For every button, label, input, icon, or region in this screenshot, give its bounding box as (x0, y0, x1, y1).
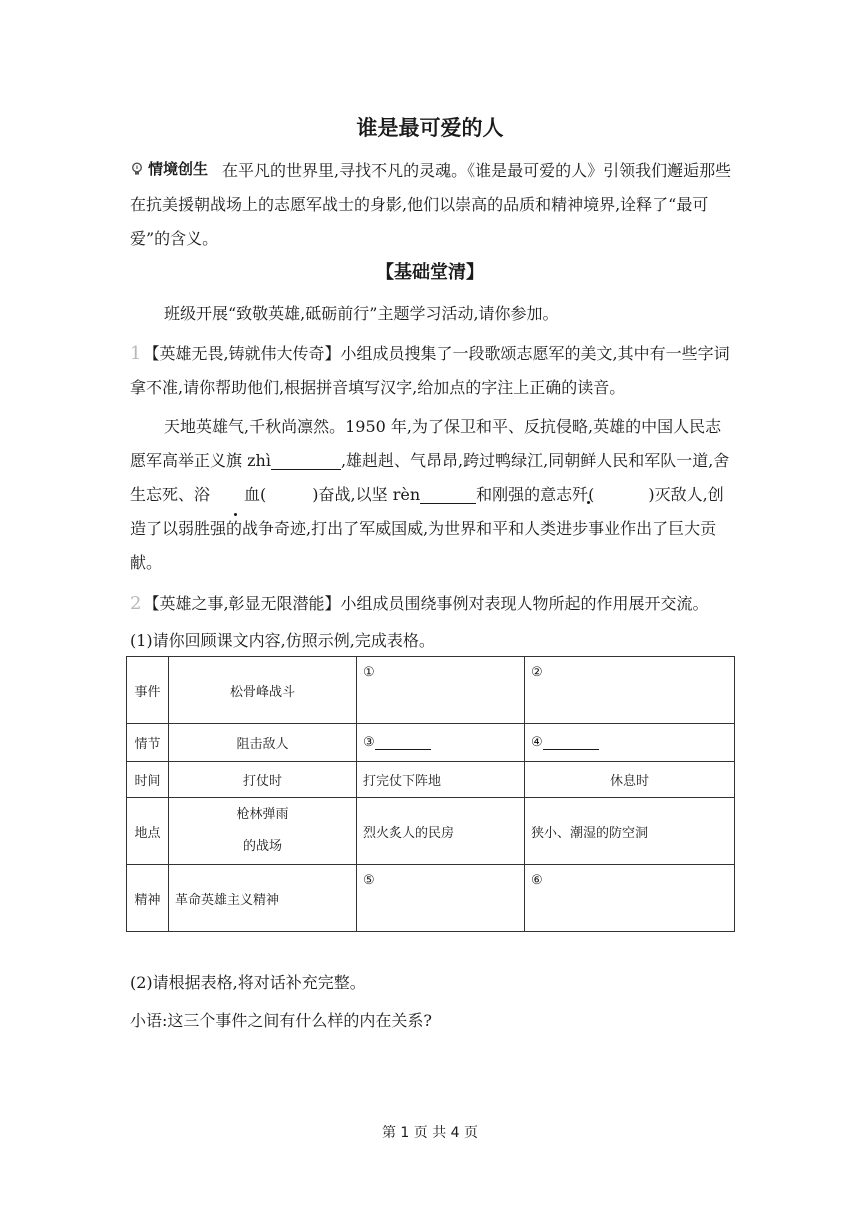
page-title: 谁是最可爱的人 (356, 116, 504, 140)
event-cell-2[interactable]: ① (357, 657, 525, 724)
spirit-cell-2[interactable]: ⑤ (357, 865, 525, 932)
row-label-place: 地点 (127, 798, 169, 865)
passage-paren-open-2: ( (588, 485, 595, 504)
time-cell-3: 休息时 (525, 762, 735, 798)
scenario-badge (130, 152, 208, 186)
plot-blank-4[interactable] (543, 735, 599, 750)
plot-cell-3[interactable] (525, 724, 735, 762)
event-cell-3[interactable]: ② (525, 657, 735, 724)
place-cell-3: 狭小、潮湿的防空洞 (525, 798, 735, 865)
plot-cell-2[interactable] (357, 724, 525, 762)
passage-part-1: 天地英雄气,千秋尚凛然。1950 年,为了保卫和平、反抗侵略,英雄的中国人民志愿军高举正义旗 zhì (130, 417, 722, 470)
question-2-number: 2 (130, 593, 142, 614)
row-label-spirit: 精神 (127, 865, 169, 932)
dialog-line: 小语:这三个事件之间有什么样的内在关系? (130, 1011, 432, 1030)
activity-text: 班级开展“致敬英雄,砥砺前行”主题学习活动,请你参加。 (164, 304, 559, 323)
spirit-cell-3[interactable]: ⑥ (525, 865, 735, 932)
plot-blank-3[interactable] (375, 735, 431, 750)
intro-paragraph (130, 152, 735, 256)
time-cell-1: 打仗时 (169, 762, 357, 798)
question-2-part-1: (1)请你回顾课文内容,仿照示例,完成表格。 (130, 631, 435, 650)
event-cell-1: 松骨峰战斗 (169, 657, 357, 724)
passage-part-2: ,雄赳赳、气昂昂,跨过鸭绿江,同朝鲜人民和军队一道,舍生忘死、浴 (130, 451, 730, 504)
passage-paren-open-1: ( (260, 485, 267, 504)
question-1-text: 【英雄无畏,铸就伟大传奇】小组成员搜集了一段歌颂志愿军的美文,其中有一些字词拿不准,请你帮助他们,根据拼音填写汉字,给加点的字注上正确的读音。 (130, 344, 730, 397)
passage-part-7: )灭敌人,创造了以弱胜强的战争奇迹,打出了军威国威,为世界和平和人类进步事业作出了巨大贡献。 (130, 485, 724, 572)
scenario-badge-label: 情境创生 (148, 160, 209, 178)
place-cell-1 (169, 798, 357, 865)
table-row-plot (127, 724, 735, 762)
table-row-spirit (127, 865, 735, 932)
question-2-text: 【英雄之事,彰显无限潜能】小组成员围绕事例对表现人物所起的作用展开交流。 (143, 594, 709, 613)
dotted-char-xue: 血 (210, 478, 260, 512)
blank-zhi[interactable] (271, 449, 341, 470)
table-row-event (127, 657, 735, 724)
question-2-part-2: (2)请根据表格,将对话补充完整。 (130, 973, 366, 992)
event-table (126, 656, 735, 932)
passage-part-4: )奋战,以坚 rèn (312, 485, 421, 504)
plot-cell-1: 阻击敌人 (169, 724, 357, 762)
row-label-plot: 情节 (127, 724, 169, 762)
place-cell-2: 烈火炙人的民房 (357, 798, 525, 865)
spirit-cell-1: 革命英雄主义精神 (169, 865, 357, 932)
lightbulb-icon (130, 162, 144, 176)
page-footer: 第 1 页 共 4 页 (381, 1125, 479, 1141)
time-cell-2: 打完仗下阵地 (357, 762, 525, 798)
passage-part-5: 和刚强的意志歼 (476, 485, 589, 504)
plot-cell-3-mark: ④ (531, 735, 543, 750)
place-cell-1-line-1: 枪林弹雨 (236, 807, 289, 822)
section-heading: 【基础堂清】 (376, 262, 484, 283)
table-row-place (127, 798, 735, 865)
blank-ren[interactable] (420, 483, 476, 504)
intro-text: 在平凡的世界里,寻找不凡的灵魂。《谁是最可爱的人》引领我们邂逅那些在抗美援朝战场上的志愿军战士的身影,他们以崇高的品质和精神境界,诠释了“最可爱”的含义。 (130, 161, 732, 248)
place-cell-1-line-2: 的战场 (242, 839, 282, 854)
row-label-time: 时间 (127, 762, 169, 798)
table-row-time (127, 762, 735, 798)
question-1 (130, 337, 735, 405)
row-label-event: 事件 (127, 657, 169, 724)
question-2 (130, 587, 750, 621)
fill-in-passage (130, 410, 735, 580)
plot-cell-2-mark: ③ (363, 735, 375, 750)
question-1-number: 1 (130, 343, 142, 364)
